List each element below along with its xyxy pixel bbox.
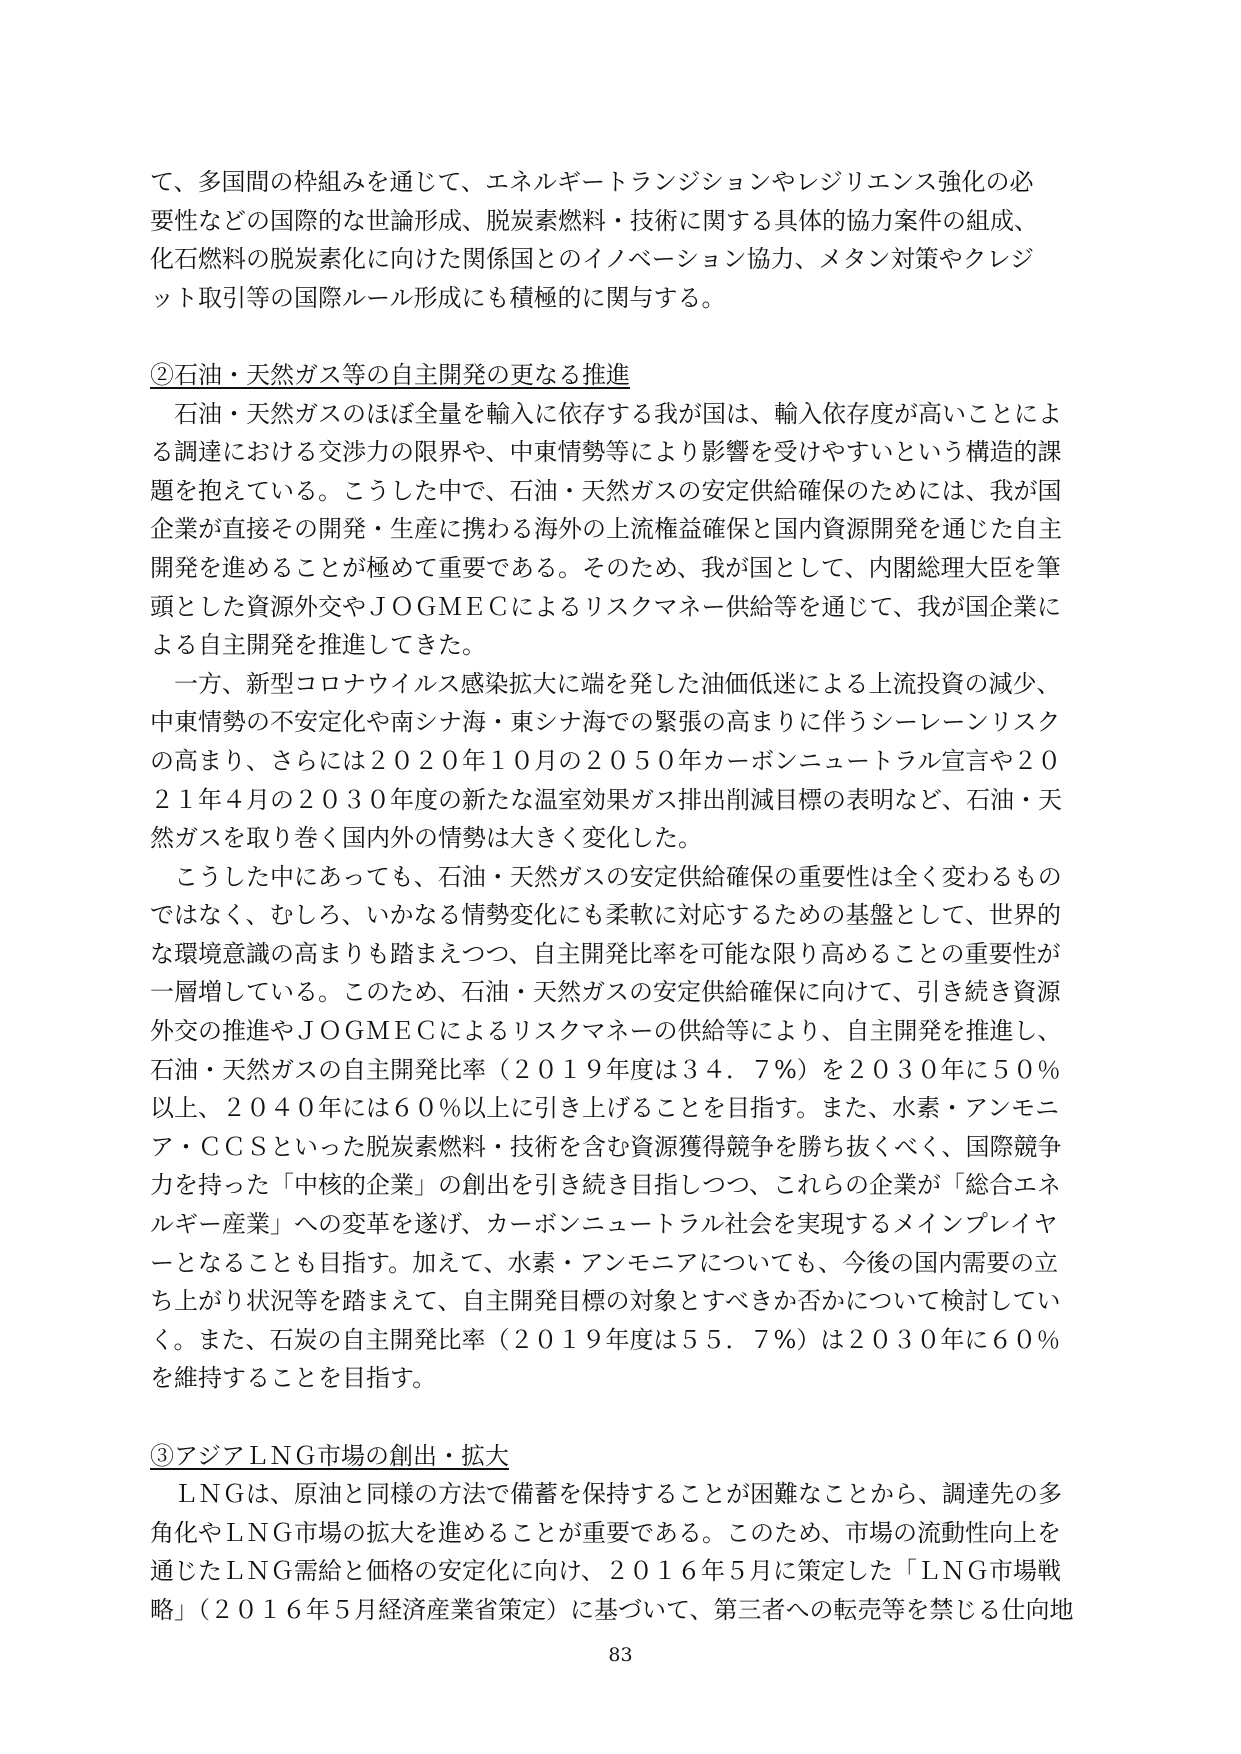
paragraph	[150, 1475, 1090, 1629]
text-line: 石油・天然ガスのほぼ全量を輸入に依存する我が国は、輸入依存度が高いことによ	[150, 399, 1062, 428]
text-line: 頭とした資源外交やＪＯＧＭＥＣによるリスクマネー供給等を通じて、我が国企業に	[150, 592, 1062, 621]
paragraph	[150, 665, 1090, 858]
text-line: ルギー産業」への変革を遂げ、カーボンニュートラル社会を実現するメインプレイヤ	[150, 1210, 1058, 1239]
text-line: ２１年４月の２０３０年度の新たな温室効果ガス排出削減目標の表明など、石油・天	[150, 785, 1062, 814]
text-line: ア・ＣＣＳといった脱炭素燃料・技術を含む資源獲得競争を勝ち抜くべく、国際競争	[150, 1132, 1062, 1161]
text-line: 中東情勢の不安定化や南シナ海・東シナ海での緊張の高まりに伴うシーレーンリスク	[150, 708, 1061, 737]
paragraph	[150, 858, 1090, 1398]
text-line: 外交の推進やＪＯＧＭＥＣによるリスクマネーの供給等により、自主開発を推進し、	[150, 1017, 1062, 1046]
text-line: の高まり、さらには２０２０年１０月の２０５０年カーボンニュートラル宣言や２０	[150, 746, 1062, 775]
text-line: 化石燃料の脱炭素化に向けた関係国とのイノベーション協力、メタン対策やクレジ	[150, 245, 1035, 274]
text-line: 通じたＬＮＧ需給と価格の安定化に向け、２０１６年５月に策定した「ＬＮＧ市場戦	[150, 1557, 1062, 1586]
text-line: 略」（２０１６年５月経済産業省策定）に基づいて、第三者への転売等を禁じる仕向地	[150, 1595, 1074, 1624]
text-line: 然ガスを取り巻く国内外の情勢は大きく変化した。	[150, 824, 702, 853]
text-line: こうした中にあっても、石油・天然ガスの安定供給確保の重要性は全く変わるもの	[150, 862, 1062, 891]
text-line: て、多国間の枠組みを通じて、エネルギートランジションやレジリエンス強化の必	[150, 168, 1034, 196]
text-line: ち上がり状況等を踏まえて、自主開発目標の対象とすべきか否かについて検討してい	[150, 1287, 1061, 1316]
text-line: 要性などの国際的な世論形成、脱炭素燃料・技術に関する具体的協力案件の組成、	[150, 206, 1038, 235]
text-line: ット取引等の国際ルール形成にも積極的に関与する。	[150, 283, 726, 312]
section-heading: ③アジアＬＮＧ市場の創出・拡大	[150, 1441, 510, 1470]
page-number: 83	[608, 1644, 633, 1666]
text-line: 以上、２０４０年には６０％以上に引き上げることを目指す。また、水素・アンモニ	[150, 1094, 1060, 1123]
text-line: ＬＮＧは、原油と同様の方法で備蓄を保持することが困難なことから、調達先の多	[150, 1480, 1062, 1509]
text-line: く。また、石炭の自主開発比率（２０１９年度は５５．７%）は２０３０年に６０％	[150, 1325, 1061, 1354]
text-line: よる自主開発を推進してきた。	[150, 631, 486, 660]
paragraph	[150, 163, 1090, 317]
page-body	[150, 163, 1090, 1630]
text-line: 開発を進めることが極めて重要である。そのため、我が国として、内閣総理大臣を筆	[150, 553, 1061, 582]
text-line: る調達における交渉力の限界や、中東情勢等により影響を受けやすいという構造的課	[150, 438, 1062, 467]
text-line: 石油・天然ガスの自主開発比率（２０１９年度は３４．７%）を２０３０年に５０％	[150, 1055, 1061, 1084]
text-line: 題を抱えている。こうした中で、石油・天然ガスの安定供給確保のためには、我が国	[150, 476, 1062, 505]
text-line: を維持することを目指す。	[150, 1364, 437, 1393]
paragraph	[150, 395, 1090, 665]
section-heading: ②石油・天然ガス等の自主開発の更なる推進	[150, 360, 630, 389]
text-line: 一層増している。このため、石油・天然ガスの安定供給確保に向けて、引き続き資源	[150, 978, 1061, 1007]
text-line: 角化やＬＮＧ市場の拡大を進めることが重要である。このため、市場の流動性向上を	[150, 1518, 1062, 1547]
section-spacer	[150, 317, 1090, 356]
section-spacer	[150, 1398, 1090, 1437]
text-line: 一方、新型コロナウイルス感染拡大に端を発した油価低迷による上流投資の減少、	[150, 669, 1061, 698]
text-line: 企業が直接その開発・生産に携わる海外の上流権益確保と国内資源開発を通じた自主	[150, 515, 1062, 544]
text-line: ーとなることも目指す。加えて、水素・アンモニアについても、今後の国内需要の立	[150, 1248, 1059, 1277]
text-line: 力を持った「中核的企業」の創出を引き続き目指しつつ、これらの企業が「総合エネ	[150, 1171, 1062, 1200]
text-line: な環境意識の高まりも踏まえつつ、自主開発比率を可能な限り高めることの重要性が	[150, 939, 1061, 968]
text-line: ではなく、むしろ、いかなる情勢変化にも柔軟に対応するための基盤として、世界的	[150, 901, 1062, 930]
